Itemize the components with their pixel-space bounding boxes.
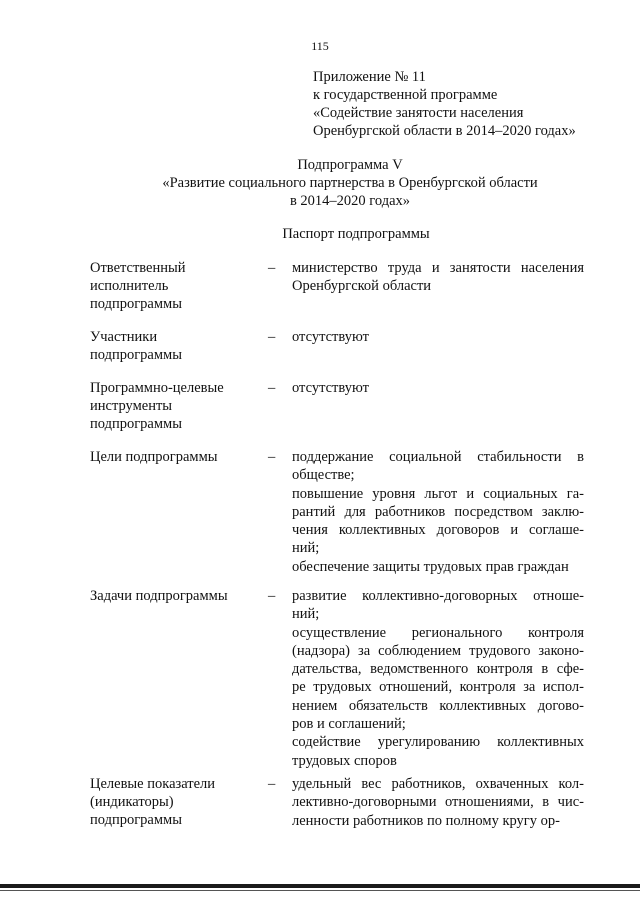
row-value	[292, 587, 584, 770]
row-value-line: отсутствуют	[292, 380, 369, 396]
row-value-line: повышение уровня льгот и социальных га-	[292, 485, 584, 502]
appendix-line: Оренбургской области в 2014–2020 годах»	[313, 123, 576, 139]
row-label-line: Ответственный	[90, 260, 186, 276]
appendix-line: Приложение № 11	[313, 69, 426, 85]
row-value-line: ров и соглашений;	[292, 716, 406, 733]
row-dash: –	[268, 588, 276, 604]
row-value-line: обеспечение защиты трудовых прав граждан	[292, 558, 569, 575]
row-value-line: осуществление регионального контроля	[292, 624, 584, 641]
row-label	[90, 775, 260, 829]
row-value	[292, 259, 584, 296]
row-value-line: дательства, ведомственного контроля в сфе-	[292, 661, 584, 678]
row-value	[292, 448, 584, 576]
row-label-line: подпрограммы	[90, 812, 182, 828]
row-label-line: Задачи подпрограммы	[90, 588, 228, 604]
row-dash: –	[268, 380, 276, 396]
appendix-header	[313, 68, 576, 140]
row-value-line: обществе;	[292, 467, 355, 484]
row-dash: –	[268, 776, 276, 792]
row-value	[292, 328, 584, 346]
appendix-line: «Содействие занятости населения	[313, 105, 524, 121]
row-value	[292, 379, 584, 397]
subprogram-title-line: Подпрограмма V	[297, 157, 403, 173]
row-label	[90, 587, 260, 605]
row-value-line: ний;	[292, 540, 320, 557]
row-value-line: удельный вес работников, охваченных кол-	[292, 776, 584, 792]
row-label-line: Целевые показатели	[90, 776, 216, 792]
row-dash: –	[268, 449, 276, 465]
row-value-line: содействие урегулированию коллективных	[292, 734, 584, 751]
scan-edge-line	[0, 890, 640, 891]
row-value-line: лективно-договорными отношениями, в чис-	[292, 794, 584, 811]
appendix-line: к государственной программе	[313, 87, 498, 103]
row-value-line: (надзора) за соблюдением трудового законо-	[292, 642, 584, 659]
row-label-line: инструменты	[90, 398, 173, 414]
row-value-line: отсутствуют	[292, 329, 369, 345]
row-value-line: рантий для работников посредством заклю-	[292, 503, 584, 520]
row-value-line: министерство труда и занятости населения	[292, 260, 584, 276]
row-value-line: ленности работников по полному кругу ор-	[292, 812, 560, 829]
row-value-line: ре трудовых отношений, контроля за испол-	[292, 679, 584, 696]
row-value-line: развитие коллективно-договорных отноше-	[292, 588, 584, 604]
subprogram-title-line: «Развитие социального партнерства в Оренбургской области	[162, 175, 538, 191]
page-number: 115	[311, 39, 329, 53]
row-label-line: Программно-целевые	[90, 380, 224, 396]
row-label-line: подпрограммы	[90, 416, 182, 432]
row-value-line: чения коллективных договоров и соглаше-	[292, 522, 584, 539]
row-value	[292, 775, 584, 830]
row-value-line: ний;	[292, 606, 320, 623]
row-value-line: трудовых споров	[292, 752, 397, 769]
row-label-line: подпрограммы	[90, 296, 182, 312]
row-label-line: Цели подпрограммы	[90, 449, 218, 465]
subprogram-title-line: в 2014–2020 годах»	[289, 193, 411, 209]
row-label-line: исполнитель	[90, 278, 169, 294]
row-value-line: Оренбургской области	[292, 278, 432, 295]
row-label	[90, 448, 260, 466]
subprogram-title	[0, 156, 640, 210]
row-dash: –	[268, 329, 276, 345]
row-label	[90, 259, 260, 313]
row-label-line: (индикаторы)	[90, 794, 174, 810]
row-value-line: поддержание социальной стабильности в	[292, 449, 584, 465]
scan-edge-line	[0, 884, 640, 888]
row-value-line: нением обязательств коллективных догово-	[292, 697, 584, 714]
row-label	[90, 328, 260, 364]
row-label-line: Участники	[90, 329, 158, 345]
row-dash: –	[268, 260, 276, 276]
passport-heading: Паспорт подпрограммы	[282, 226, 430, 242]
row-label-line: подпрограммы	[90, 347, 182, 363]
row-label	[90, 379, 260, 433]
